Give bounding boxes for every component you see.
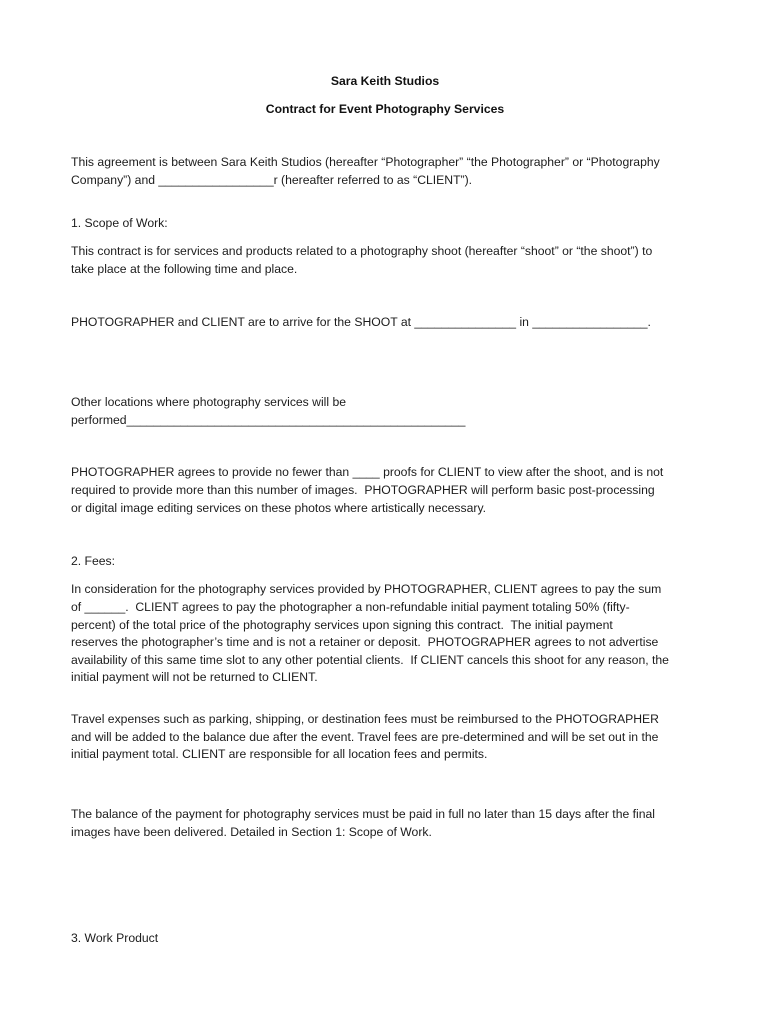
travel-line-1: Travel expenses such as parking, shipping, or destination fees must be reimbursed to the PHOTOGRAPHER	[71, 712, 659, 726]
work-product-heading: 3. Work Product	[71, 931, 159, 945]
proofs-line-1: PHOTOGRAPHER agrees to provide no fewer than ____ proofs for CLIENT to view after the shoot, and is not	[71, 465, 664, 479]
travel-line-3: initial payment total. CLIENT are responsible for all location fees and permits.	[71, 747, 488, 761]
scope-paragraph-line-1: This contract is for services and products related to a photography shoot (hereafter “shoot” or “the shoot”) to	[71, 244, 653, 258]
scope-heading: 1. Scope of Work:	[71, 216, 168, 230]
balance-line-2: images have been delivered. Detailed in Section 1: Scope of Work.	[71, 825, 432, 839]
proofs-line-3: or digital image editing services on these photos where artistically necessary.	[71, 501, 487, 515]
fees-heading: 2. Fees:	[71, 554, 116, 568]
fees-paragraph-line-4: reserves the photographer’s time and is not a retainer or deposit. PHOTOGRAPHER agrees to not advertise	[71, 635, 659, 649]
fees-paragraph-line-2: of ______. CLIENT agrees to pay the photographer a non-refundable initial payment totaling 50% (fifty-	[71, 600, 630, 614]
arrival-line: PHOTOGRAPHER and CLIENT are to arrive for the SHOOT at _______________ in _________________.	[71, 315, 651, 329]
scope-paragraph-line-2: take place at the following time and place.	[71, 262, 298, 276]
fees-paragraph-line-1: In consideration for the photography services provided by PHOTOGRAPHER, CLIENT agrees to pay the sum	[71, 582, 662, 596]
company-name: Sara Keith Studios	[330, 74, 440, 88]
contract-title: Contract for Event Photography Services	[265, 102, 505, 116]
fees-paragraph-line-6: initial payment will not be returned to CLIENT.	[71, 670, 318, 684]
fees-paragraph-line-3: percent) of the total price of the photography services upon signing this contract. The initial payment	[71, 618, 613, 632]
intro-line-2: Company”) and _________________r (hereafter referred to as “CLIENT”).	[71, 173, 473, 187]
balance-line-1: The balance of the payment for photography services must be paid in full no later than 15 days after the final	[71, 807, 655, 821]
intro-line-1: This agreement is between Sara Keith Studios (hereafter “Photographer” “the Photographer” or “Photography	[71, 155, 660, 169]
proofs-line-2: required to provide more than this number of images. PHOTOGRAPHER will perform basic post-processing	[71, 483, 655, 497]
other-locations-line-1: Other locations where photography services will be	[71, 395, 347, 409]
fees-paragraph-line-5: availability of this same time slot to any other potential clients. If CLIENT cancels this shoot for any reason, the	[71, 653, 669, 667]
other-locations-line-2: performed__________________________________________________	[71, 413, 466, 427]
travel-line-2: and will be added to the balance due after the event. Travel fees are pre-determined and will be set out in the	[71, 730, 659, 744]
